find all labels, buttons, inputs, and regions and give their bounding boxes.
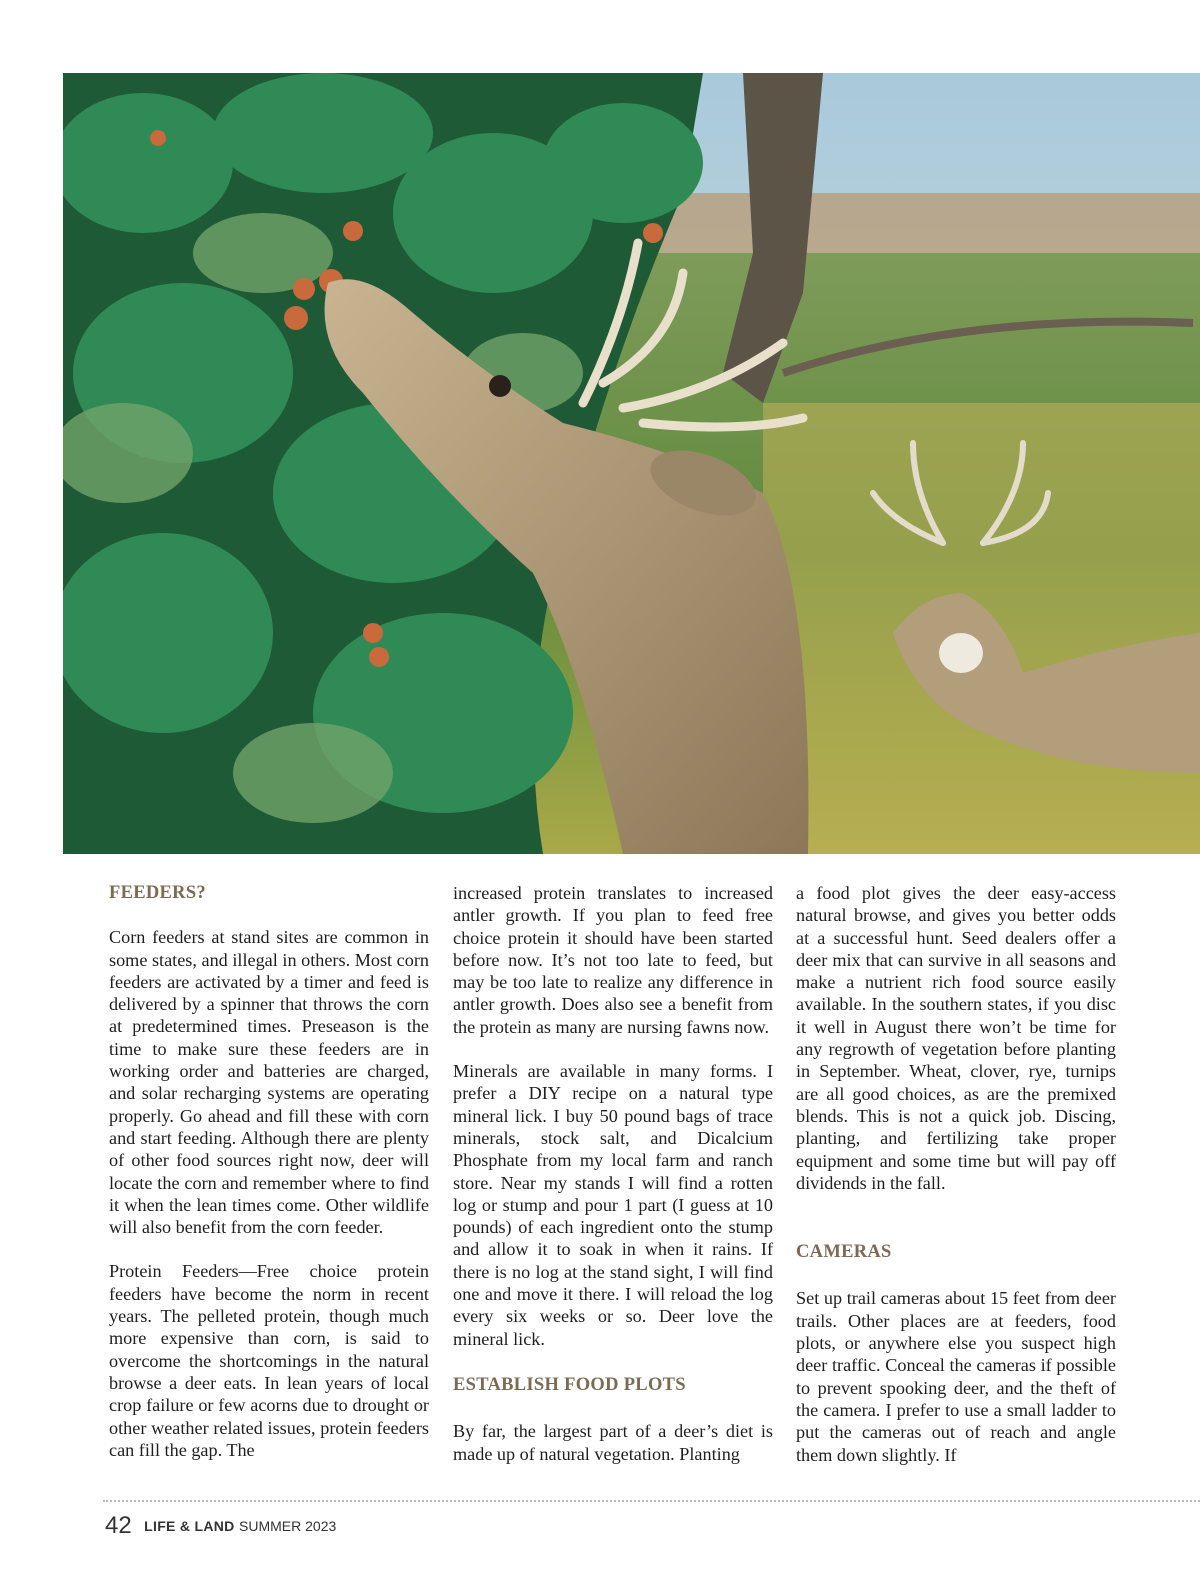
heading-cameras: CAMERAS bbox=[796, 1242, 892, 1263]
column-3 bbox=[796, 882, 1116, 1466]
footer-divider bbox=[103, 1500, 1200, 1502]
paragraph-corn-feeders: Corn feeders at stand sites are common in some states, and illegal in others. Most corn feeders are activated by a timer and feed is delivered by a spinner that throws the corn at predetermined times. Preseason is the time to make sure these feeders are in working order and batteries are charged, and solar recharging systems are operating properly. Go ahead and fill these with corn and start feeding. Although there are plenty of other food sources right now, deer will locate the corn and remember where to find it when the lean times come. Other wildlife will also benefit from the corn feeder. bbox=[109, 927, 429, 1238]
paragraph-protein-growth: increased protein translates to increased antler growth. If you plan to feed free choice protein it should have been started before now. It’s not too late to feed, but may be too late to realize any difference in antler growth. Does also see a benefit from the protein as many are nursing fawns now. bbox=[453, 883, 773, 1037]
paragraph-minerals: Minerals are available in many forms. I prefer a DIY recipe on a natural type mineral lick. I buy 50 pound bags of trace minerals, stock salt, and Dicalcium Phosphate from my local farm and ranch store. Near my stands I will find a rotten log or stump and pour 1 part (I guess at 10 pounds) of each ingredient onto the stump and allow it to soak in when it rains. If there is no log at the stand sight, I will find one and move it there. I will reload the log every six weeks or so. Deer love the mineral lick. bbox=[453, 1061, 773, 1349]
magazine-name: LIFE & LAND bbox=[144, 1518, 235, 1534]
page-footer bbox=[105, 1512, 336, 1540]
heading-feeders: FEEDERS? bbox=[109, 883, 206, 903]
paragraph-food-plot: a food plot gives the deer easy-access natural browse, and gives you better odds at a successful hunt. Seed dealers offer a deer mix that can survive in all seasons and make a nutrient rich food source easily available. In the southern states, if you disc it well in August there won’t be time for any regrowth of vegetation before planting in September. Wheat, clover, rye, turnips are all good choices, as are the premixed blends. This is not a quick job. Discing, planting, and fertilizing take proper equipment and some time but will pay off dividends in the fall. bbox=[796, 883, 1116, 1193]
paragraph-protein-feeders: Protein Feeders—Free choice protein feeders have become the norm in recent years. The pelleted protein, though much more expensive than corn, is said to overcome the shortcomings in the natural browse a deer eats. In lean years of local crop failure or few acorns due to drought or other weather related issues, protein feeders can fill the gap. The bbox=[109, 1261, 429, 1460]
deer-photo bbox=[63, 73, 1200, 854]
issue-date: SUMMER 2023 bbox=[239, 1518, 337, 1534]
deer-illustration bbox=[63, 73, 1200, 854]
heading-food-plots: ESTABLISH FOOD PLOTS bbox=[453, 1374, 686, 1395]
paragraph-trail-cameras: Set up trail cameras about 15 feet from deer trails. Other places are at feeders, food plots, or anywhere else you suspect high deer traffic. Conceal the cameras if possible to prevent spooking deer, and the theft of the camera. I prefer to use a small ladder to put the cameras out of reach and angle them down slightly. If bbox=[796, 1288, 1116, 1465]
page-number: 42 bbox=[105, 1512, 132, 1539]
paragraph-natural-vegetation: By far, the largest part of a deer’s diet is made up of natural vegetation. Planting bbox=[453, 1421, 773, 1464]
column-2 bbox=[453, 882, 773, 1465]
column-1 bbox=[109, 882, 429, 1461]
